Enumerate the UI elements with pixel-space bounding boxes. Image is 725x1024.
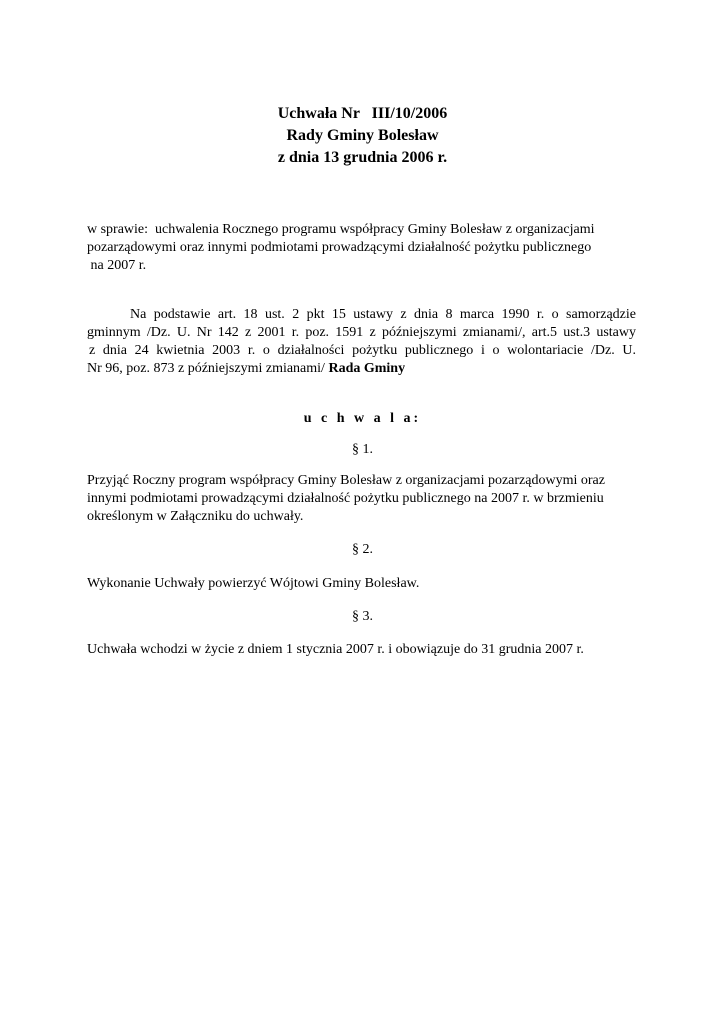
- council-name: Rady Gminy Bolesław: [286, 127, 439, 144]
- section-line: innymi podmiotami prowadzącymi działalność pożytku publicznego na 2007 r. w brzmieniu: [87, 491, 604, 506]
- resolution-number: Uchwała Nr III/10/2006: [277, 105, 448, 122]
- section-mark: § 1.: [352, 442, 373, 457]
- legal-basis-line: z dnia 24 kwietnia 2003 r. o działalności pożytku publicznego i o wolontariacie /Dz. U.: [89, 343, 636, 358]
- resolution-date: z dnia 13 grudnia 2006 r.: [277, 149, 448, 166]
- section-line: określonym w Załączniku do uchwały.: [87, 509, 304, 524]
- subject-line: w sprawie: uchwalenia Rocznego programu współpracy Gminy Bolesław z organizacjami: [87, 222, 595, 237]
- section-line: Uchwała wchodzi w życie z dniem 1 stycznia 2007 r. i obowiązuje do 31 grudnia 2007 r.: [87, 642, 584, 657]
- resolution-subject: [87, 221, 647, 275]
- section-line: Wykonanie Uchwały powierzyć Wójtowi Gminy Bolesław.: [87, 576, 420, 591]
- section-mark: § 2.: [352, 542, 373, 557]
- subject-line: pozarządowymi oraz innymi podmiotami prowadzącymi działalność pożytku publicznego: [87, 240, 592, 255]
- section-mark: § 3.: [352, 609, 373, 624]
- section-2-text: [87, 575, 647, 593]
- legal-basis-line: [87, 360, 636, 378]
- section-3-text: [87, 641, 647, 659]
- resolution-title: [0, 103, 725, 169]
- legal-basis: [87, 306, 636, 378]
- legal-basis-council: Rada Gminy: [328, 361, 406, 376]
- resolves-heading: u c h w a l a:: [303, 411, 422, 426]
- subject-line: na 2007 r.: [87, 258, 147, 273]
- section-1-text: [87, 472, 647, 526]
- legal-basis-line: Na podstawie art. 18 ust. 2 pkt 15 ustawy z dnia 8 marca 1990 r. o samorządzie: [130, 307, 636, 322]
- legal-basis-line: gminnym /Dz. U. Nr 142 z 2001 r. poz. 1591 z późniejszymi zmianami/, art.5 ust.3 ustawy: [87, 325, 636, 340]
- legal-basis-text: Nr 96, poz. 873 z późniejszymi zmianami/: [87, 361, 325, 376]
- section-line: Przyjąć Roczny program współpracy Gminy Bolesław z organizacjami pozarządowymi oraz: [87, 473, 605, 488]
